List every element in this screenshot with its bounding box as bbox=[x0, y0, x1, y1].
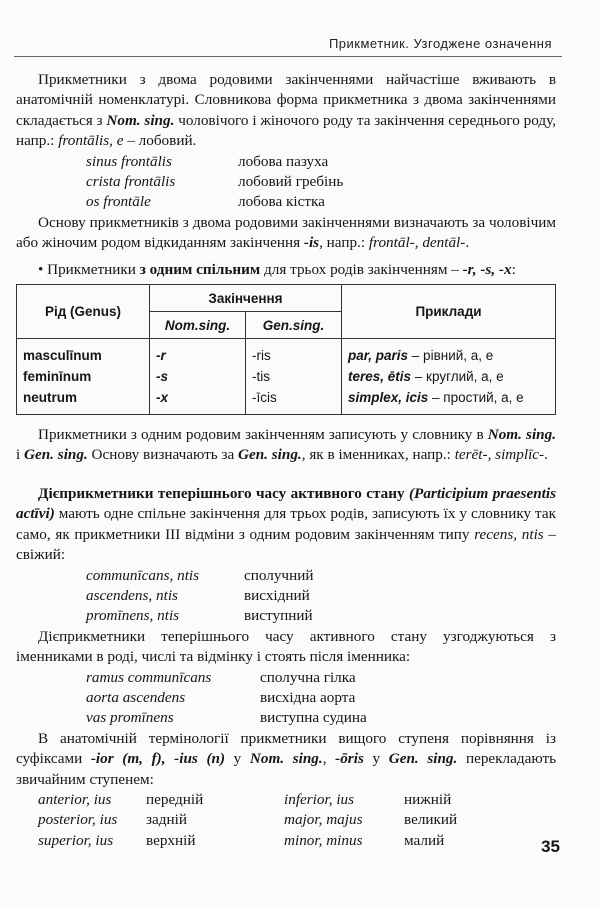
nom-sing-term: Nom. sing. bbox=[249, 750, 323, 768]
page-number: 35 bbox=[541, 837, 560, 856]
bullet-bold: з одним спільним bbox=[139, 260, 261, 278]
latin-term: superior, ius bbox=[38, 831, 114, 849]
list-item bbox=[86, 172, 556, 192]
paragraph-comparatives bbox=[16, 729, 556, 790]
nom-ending-cell: -s bbox=[150, 366, 246, 387]
participles-heading: Дієприкметники теперішнього часу активного стану bbox=[38, 484, 405, 502]
paragraph-text: перекладають звичайним ступенем: bbox=[16, 750, 557, 788]
stem-examples: frontāl-, dentāl- bbox=[368, 234, 466, 252]
latin-term: ascendens, ntis bbox=[86, 586, 178, 604]
paragraph-text: Дієприкметники теперішнього часу активного стану узгоджуються з іменниками в роді, числі та відмінку і стоять після іменника: bbox=[16, 627, 556, 666]
ukrainian-term: виступна судина bbox=[260, 709, 367, 727]
list-item bbox=[86, 708, 556, 728]
ukrainian-term: задній bbox=[146, 811, 187, 829]
table-row bbox=[17, 387, 556, 415]
gen-ending-cell: -īcis bbox=[246, 387, 342, 415]
example-cell bbox=[342, 387, 556, 415]
example-word: simplex, icis bbox=[348, 390, 429, 406]
ukrainian-term: верхній bbox=[146, 831, 196, 849]
list-item bbox=[86, 192, 556, 212]
latin-term: promīnens, ntis bbox=[86, 607, 180, 625]
header-divider bbox=[14, 56, 562, 57]
ukrainian-term: нижній bbox=[404, 790, 452, 808]
paragraph-participles bbox=[16, 484, 556, 566]
genus-cell: masculīnum bbox=[17, 339, 150, 367]
example-translation: – рівний, a, e bbox=[408, 348, 494, 364]
paragraph-text: , bbox=[322, 750, 336, 768]
header-ending: Закінчення bbox=[150, 285, 342, 312]
participles-latin: (Participium praesentis actīvi) bbox=[16, 484, 556, 523]
paragraph-text: Прикметники з одним родовим закінченням записують у словнику в bbox=[38, 426, 488, 444]
latin-term: posterior, ius bbox=[38, 811, 118, 829]
example-translation: – свіжий: bbox=[16, 525, 557, 564]
latin-term: inferior, ius bbox=[284, 790, 355, 808]
nom-sing-term: Nom. sing. bbox=[106, 111, 175, 129]
list-item bbox=[86, 688, 556, 708]
paragraph-text: у bbox=[225, 750, 250, 768]
gen-sing-term: Gen. sing. bbox=[24, 446, 88, 464]
example-cell bbox=[342, 339, 556, 367]
list-item bbox=[86, 606, 556, 626]
header-examples: Приклади bbox=[342, 285, 556, 339]
ukrainian-term: великий bbox=[404, 811, 458, 829]
gen-sing-term: Gen. sing. bbox=[238, 446, 302, 464]
latin-term: anterior, ius bbox=[38, 790, 112, 808]
latin-term: ramus communīcans bbox=[86, 668, 212, 686]
header-nom-sing: Nom.sing. bbox=[150, 312, 246, 339]
example-list-agreement bbox=[86, 668, 556, 729]
paragraph-text: Основу прикметників з двома родовими закінченнями визначають за чоловічим або жіночим родом відкиданням закінчення bbox=[16, 213, 556, 252]
list-item bbox=[86, 566, 556, 586]
example-word: par, paris bbox=[348, 348, 409, 364]
ukrainian-term: малий bbox=[404, 831, 445, 849]
paragraph-text: , як в іменниках, напр.: bbox=[301, 446, 455, 464]
paragraph-text: Основу визначають за bbox=[87, 446, 238, 464]
list-item bbox=[86, 586, 556, 606]
paragraph-text: . bbox=[544, 446, 548, 464]
example-list-frontalis bbox=[86, 152, 556, 213]
bullet-end: : bbox=[511, 260, 516, 278]
example-list-participles bbox=[86, 566, 556, 627]
latin-term: vas promīnens bbox=[86, 709, 174, 727]
list-item bbox=[86, 152, 556, 172]
example-latin: frontālis, e bbox=[58, 132, 124, 150]
ukrainian-term: лобова кістка bbox=[238, 193, 325, 211]
ukrainian-term: сполучна гілка bbox=[260, 668, 356, 686]
genus-cell: neutrum bbox=[17, 387, 150, 415]
paragraph-text: Прикметники з двома родовими закінченнями найчастіше вживають в анатомічній номенклатурі. Словникова форма прикметника з двома закінченнями складається з bbox=[16, 71, 556, 129]
ukrainian-term: лобова пазуха bbox=[238, 152, 329, 170]
nom-ending-cell: -x bbox=[150, 387, 246, 415]
ukrainian-term: виступний bbox=[244, 607, 313, 625]
bullet-prefix: • Прикметники bbox=[38, 260, 140, 278]
header-gen-sing: Gen.sing. bbox=[246, 312, 342, 339]
latin-term: minor, minus bbox=[284, 831, 363, 849]
header-genus: Рід (Genus) bbox=[17, 285, 150, 339]
paragraph-text: мають одне спільне закінчення для трьох родів, записують їх у словнику так само, як прикметники III відміни з одним родовим закінченням типу bbox=[16, 505, 556, 543]
gen-sing-term: Gen. sing. bbox=[388, 750, 458, 768]
paragraph-text: і bbox=[16, 446, 25, 464]
example-word: teres, ētis bbox=[348, 369, 412, 385]
paragraph-two-ending-adjectives bbox=[16, 70, 556, 152]
bullet-endings: -r, -s, -x bbox=[462, 260, 512, 278]
page-content bbox=[16, 70, 556, 851]
example-translation: – лобовий. bbox=[123, 132, 197, 150]
ukrainian-term: лобовий гребінь bbox=[238, 173, 344, 191]
comparatives-list bbox=[38, 790, 556, 851]
table-row bbox=[17, 366, 556, 387]
ukrainian-term: висхідна аорта bbox=[260, 688, 356, 706]
gen-ending-cell: -tis bbox=[246, 366, 342, 387]
paragraph-text: В анатомічній термінології прикметники вищого ступеня порівняння із суфіксами bbox=[16, 729, 556, 768]
nom-sing-term: Nom. sing. bbox=[487, 426, 556, 444]
ukrainian-term: сполучний bbox=[244, 566, 314, 584]
endings-table bbox=[16, 284, 556, 415]
gen-ending-cell: -ris bbox=[246, 339, 342, 367]
latin-term: aorta ascendens bbox=[86, 688, 186, 706]
ukrainian-term: висхідний bbox=[244, 586, 310, 604]
latin-term: sinus frontālis bbox=[86, 152, 172, 170]
paragraph-text: чоловічого і жіночого роду та закінчення середнього роду, напр.: bbox=[16, 111, 557, 150]
latin-term: communīcans, ntis bbox=[86, 566, 200, 584]
suffix-terms: -ior (m, f), -ius (n) bbox=[90, 750, 226, 768]
list-item bbox=[86, 668, 556, 688]
bullet-text: для трьох родів закінченням – bbox=[260, 260, 463, 278]
ending-term: -is bbox=[303, 234, 320, 252]
example-translation: – круглий, a, e bbox=[411, 369, 504, 385]
paragraph-text: у bbox=[363, 750, 389, 768]
ukrainian-term: передній bbox=[146, 790, 204, 808]
paragraph-agreement bbox=[16, 627, 556, 668]
bullet-one-ending-adjectives bbox=[16, 260, 556, 280]
paragraph-text: , напр.: bbox=[319, 234, 369, 252]
paragraph-stem-definition bbox=[16, 213, 556, 254]
example-translation: – простий, a, e bbox=[428, 390, 524, 406]
paragraph-dictionary-form bbox=[16, 425, 556, 466]
latin-term: os frontāle bbox=[86, 193, 151, 211]
running-header: Прикметник. Узгоджене означення bbox=[328, 36, 552, 51]
genus-cell: feminīnum bbox=[17, 366, 150, 387]
latin-term: major, majus bbox=[284, 811, 363, 829]
nom-ending-cell: -r bbox=[150, 339, 246, 367]
paragraph-text: . bbox=[465, 234, 470, 252]
latin-term: crista frontālis bbox=[86, 173, 176, 191]
example-latin: recens, ntis bbox=[474, 525, 544, 543]
oris-ending: -ōris bbox=[335, 750, 364, 768]
table-row bbox=[17, 339, 556, 367]
stem-examples: terēt-, simplīc- bbox=[454, 446, 545, 464]
example-cell bbox=[342, 366, 556, 387]
